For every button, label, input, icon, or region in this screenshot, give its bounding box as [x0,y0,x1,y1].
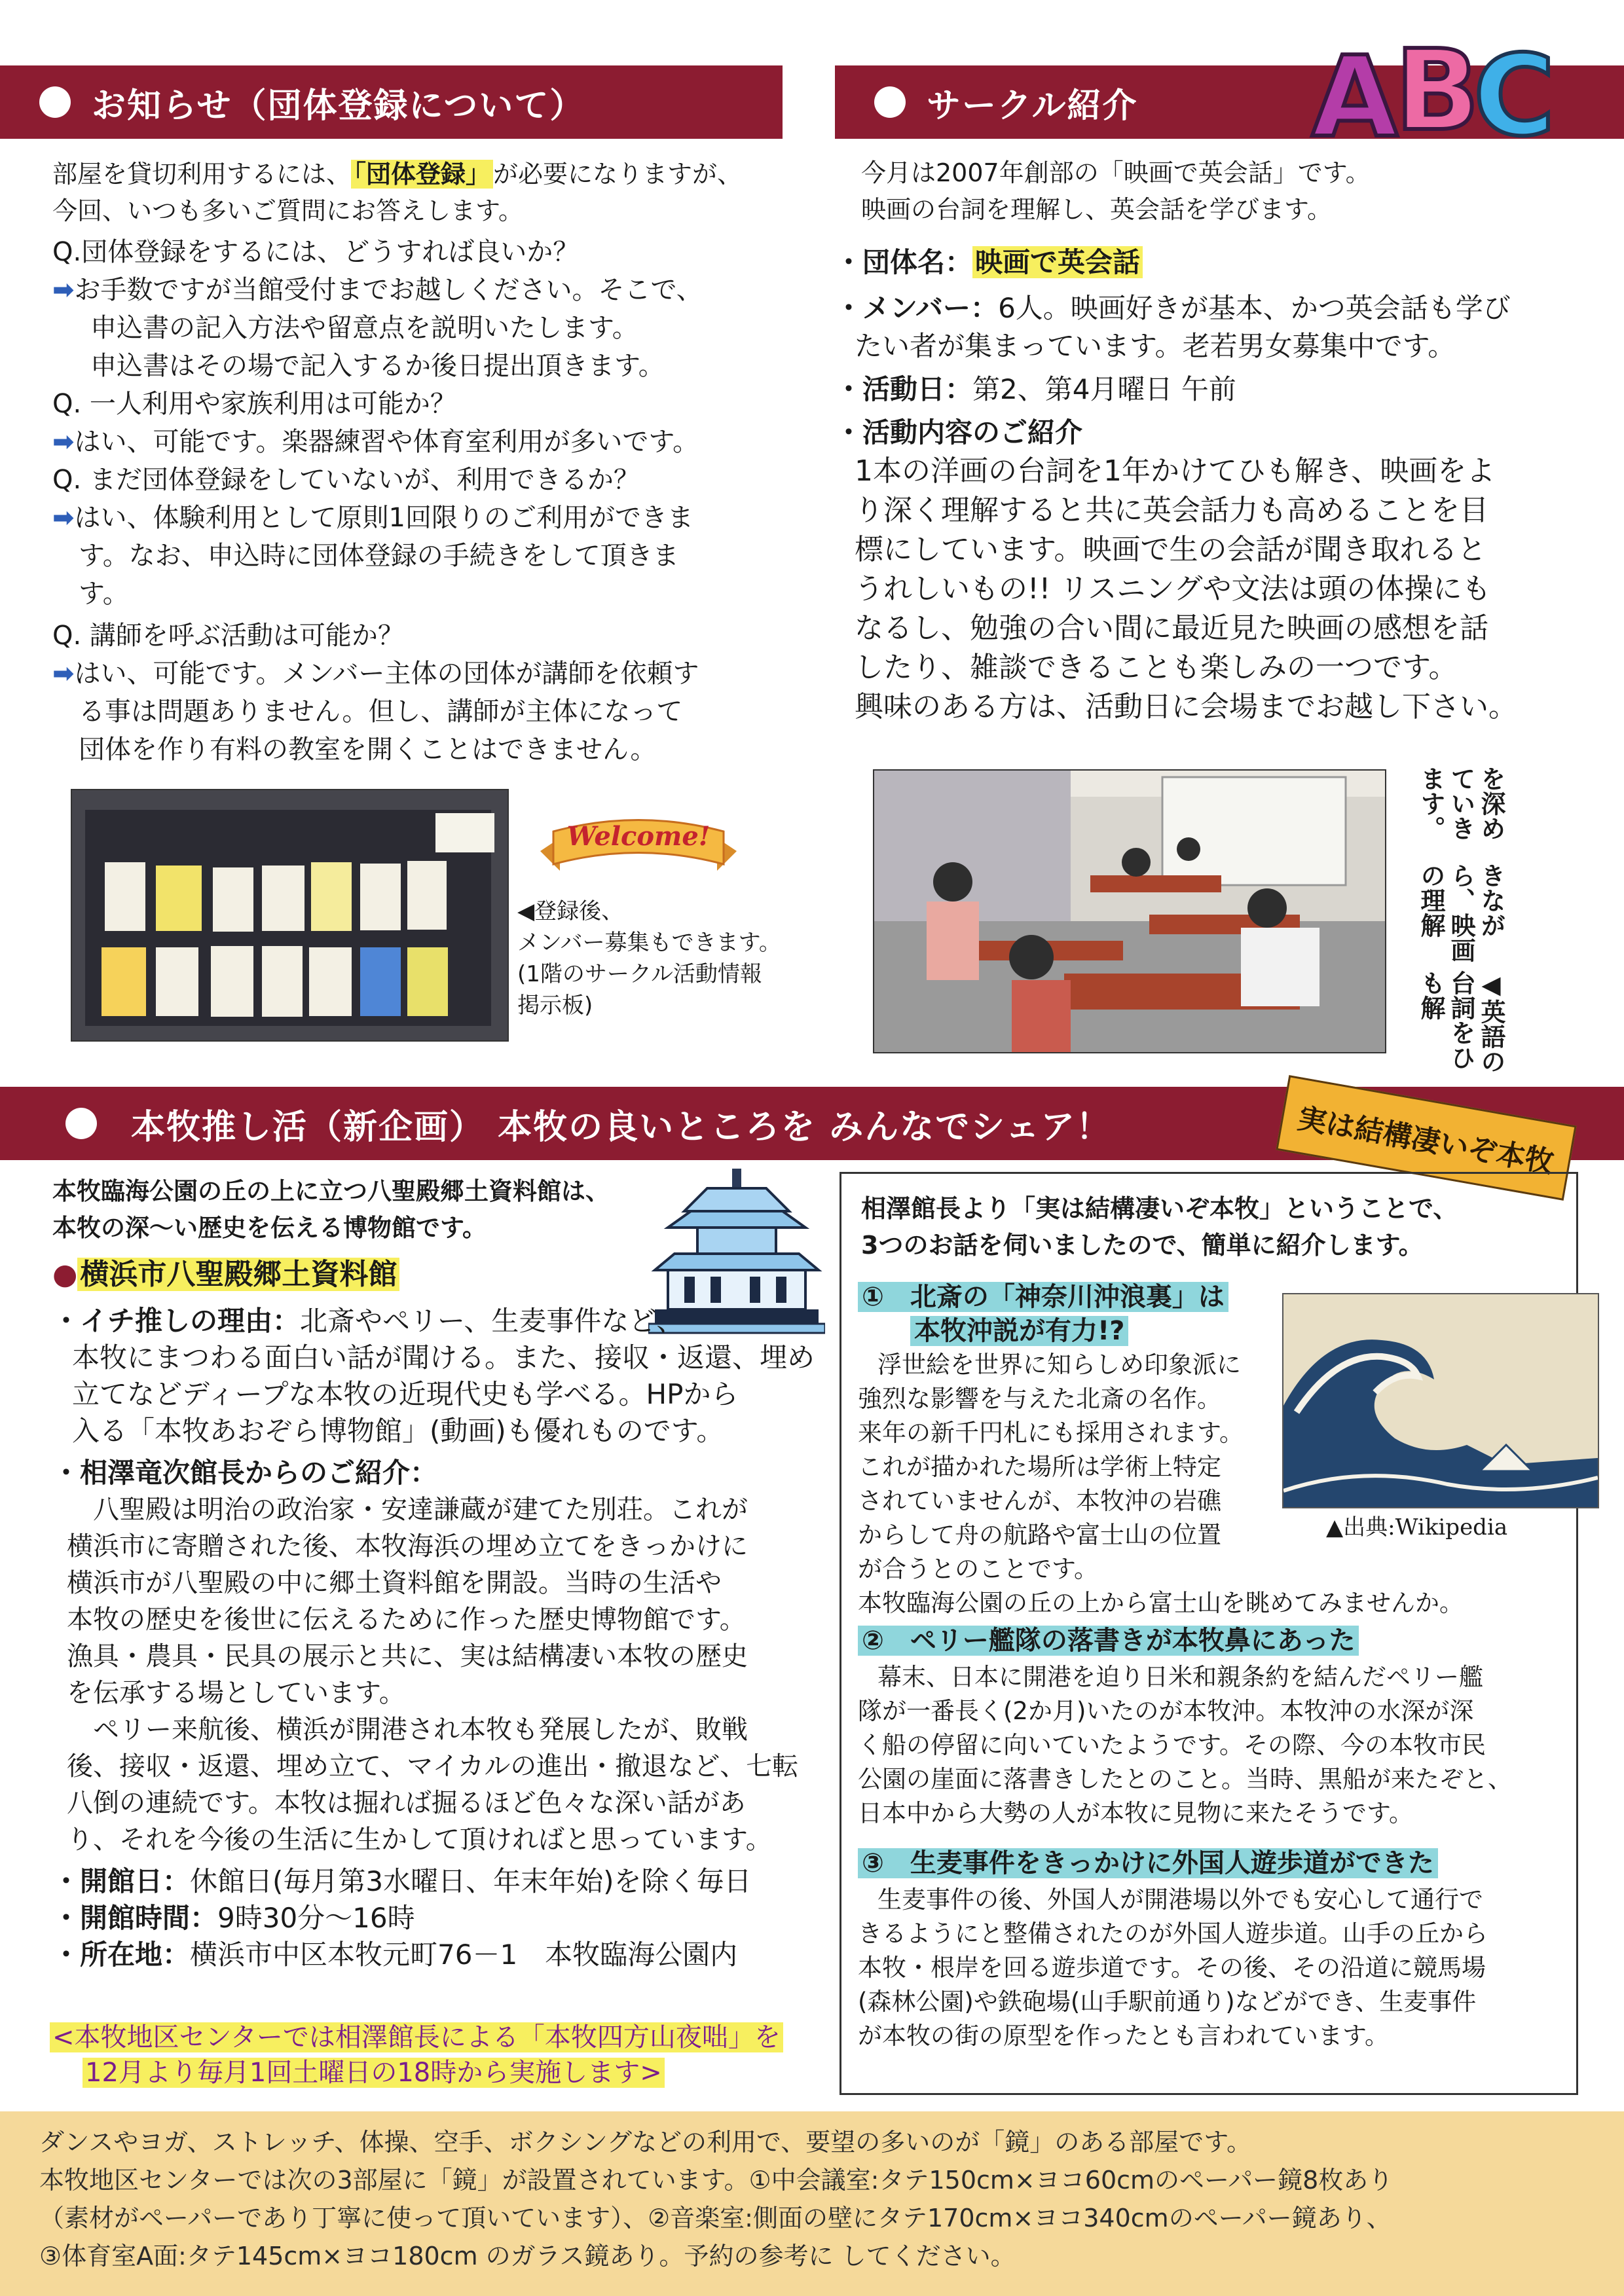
circle-content-label: ・活動内容のご紹介 [835,416,1083,448]
bulletin-board-image [72,790,507,1040]
story-2-title: ② ペリー艦隊の落書きが本牧鼻にあった [858,1626,1359,1656]
director-label: ・相澤竜次館長からのご紹介： [52,1457,438,1489]
notice-faq [52,233,786,769]
story-3: ③ 生麦事件をきっかけに外国人遊歩道ができた 生麦事件の後、外国人が開港場以外でも安心して通行で きるようにと整備されたのが外国人遊歩道。山手の丘から 本牧・根岸を回る遊歩道です。その後、その沿道に競馬場 (森林公園)や鉄砲場(山手駅前通り)などができ、生麦事件 が本牧の街の原型を作ったとも言われています。 [858,1848,1488,2050]
open-days-row: ・開館日：休館日(毎月第3水曜日、年末年始)を除く毎日 [52,1865,752,1897]
museum-name-highlight: 横浜市八聖殿郷土資料館 [77,1258,399,1291]
welcome-text: Welcome! [566,821,710,852]
bulletin-caption: ◀登録後、 メンバー募集もできます。 (1階のサークル活動情報 掲示板) [517,898,781,1019]
arrow-right-icon: ➡ [52,427,75,457]
faq-question-4: Q. 講師を呼ぶ活動は可能か？ [52,621,404,651]
great-wave-image [1283,1294,1598,1507]
classroom-image [874,771,1385,1052]
oshi-details: ・イチ推しの理由：北斎やペリー、生麦事件など、 本牧にまつわる面白い話が聞ける。また、接収・返還、埋め 立てなどディープな本牧の近現代史も学べる。HPから 入る「本牧あおぞら博物館」(動画)も優れものです。 ・相澤竜次館長からのご紹介： 八聖殿は明治の政治家・安達謙蔵が建てた別荘。これが 横浜市に寄贈された後、本牧海浜の埋め立てをきっかけに 横浜市が八聖殿の中に郷土資料館を開設。当時の生活や 本牧の歴史を後世に伝えるために作った歴史博物館です。 漁具・農具・民具の展示と共に、実は結構凄い本牧の歴史 を伝承する場としています。 ペリー来航後、横浜が開港され本牧も発展したが、敗戦 後、接収・返還、埋め立て、マイカルの進出・撤退など、七転 八倒の連続です。本牧は掘れば掘るほど色々な深い話があ り、それを今後の生活に生かして頂ければと思っています。 ・開館日：休館日(毎月第3水曜日、年末年始)を除く毎日 ・開館時間：9時30分～16時 ・所在地：横浜市中区本牧元町76－1 本牧臨海公園内 [52,1303,851,1973]
welcome-ribbon [534,812,743,884]
arrow-right-icon: ➡ [52,275,75,305]
oshi-intro: 本牧臨海公園の丘の上に立つ八聖殿郷土資料館は、 本牧の深～い歴史を伝える博物館です。 [52,1177,610,1242]
faq-question-1: Q.団体登録をするには、どうすれば良いか？ [52,237,580,267]
story-1-title: ① 北斎の「神奈川沖浪裏」は [858,1282,1228,1312]
faq-answer-2: ➡はい、可能です。楽器練習や体育室利用が多いです。 [52,427,699,457]
faq-question-2: Q. 一人利用や家族利用は可能か？ [52,389,456,419]
bullet-dot-icon: ● [52,1258,78,1291]
notice-header-band [0,65,783,139]
museum-name [52,1256,399,1294]
abc-letter-c: C [1473,31,1555,161]
faq-question-3: Q. まだ団体登録をしていないが、利用できるか？ [52,465,640,495]
bullet-dot-icon [39,86,71,118]
classroom-vertical-caption: ◀英語の台詞をひも解 きながら、映画の理解 を深めていきます。 [1416,766,1505,1074]
story-1: ① 北斎の「神奈川沖浪裏」は 本牧沖説が有力!? 浮世絵を世界に知らしめ印象派に 強烈な影響を与えた北斎の名作。 来年の新千円札にも採用されます。 これが描かれた場所は学術上特定 されていませんが、本牧沖の岩礁 からして舟の航路や富士山の位置 が合うとのことです。 本牧臨海公園の丘の上から富士山を眺めてみませんか。 [858,1282,1464,1617]
event-announcement: <本牧地区センターでは相澤館長による「本牧四方山夜咄」を 12月より毎月1回土曜日の18時から実施します> [50,2020,836,2090]
open-hours-row: ・開館時間：9時30分～16時 [52,1902,415,1934]
arrow-right-icon: ➡ [52,503,75,533]
classroom-photo [873,769,1386,1053]
oshi-badge-text: 実は結構凄いぞ本牧 [1295,1101,1557,1180]
bullet-dot-icon [65,1108,97,1139]
director-text: 八聖殿は明治の政治家・安達謙蔵が建てた別荘。これが 横浜市に寄贈された後、本牧海浜の埋め立てをきっかけに 横浜市が八聖殿の中に郷土資料館を開設。当時の生活や 本牧の歴史を後世に伝えるために作った歴史博物館です。 漁具・農具・民具の展示と共に、実は結構凄い本牧の歴史 を伝承する場としています。 ペリー来航後、横浜が開港され本牧も発展したが、敗戦 後、接収・返還、埋め立て、マイカルの進出・撤退など、七転 八倒の連続です。本牧は掘れば掘るほど色々な深い話があ り、それを今後の生活に生かして頂ければと思っています。 [67,1495,799,1855]
circle-member-row: ・メンバー：6人。映画好きが基本、かつ英会話も学び [835,292,1511,324]
wave-source-caption: ▲出典:Wikipedia [1326,1514,1508,1540]
notice-title: お知らせ（団体登録について） [92,86,585,126]
group-registration-highlight: 「団体登録」 [351,160,493,189]
circle-name-row: ・団体名：映画で英会話 [835,244,1614,282]
arrow-right-icon: ➡ [52,659,75,689]
location-row: ・所在地：横浜市中区本牧元町76－1 本牧臨海公園内 [52,1939,738,1971]
abc-letter-b: B [1395,26,1480,156]
circle-details: ・団体名：映画で英会話 ・メンバー：6人。映画好きが基本、かつ英会話も学び たい者が集まっています。老若男女募集中です。 ・活動日：第2、第4月曜日 午前 ・活動内容のご紹介 1本の洋画の台詞を1年かけてひも解き、映画をよ り深く理解すると共に英会話力も高めることを目 標にしています。映画で生の会話が聞き取れると うれしいもの!! リスニングや文法は頭の体操にも なるし、勉強の合い間に最近見た映画の感想を話 したり、雑談できることも楽しみの一つです。 興味のある方は、活動日に会場までお越し下さい。 [835,244,1614,727]
story-3-title: ③ 生麦事件をきっかけに外国人遊歩道ができた [858,1848,1438,1878]
circle-day-row: ・活動日：第2、第4月曜日 午前 [835,373,1236,405]
faq-answer-4: ➡はい、可能です。メンバー主体の団体が講師を依頼す る事は問題ありません。但し、講師が主体になって 団体を作り有料の教室を開くことはできません。 [52,659,699,765]
notice-intro: 部屋を貸切利用するには、 「団体登録」 が必要になりますが、 今回、いつも多いご質問にお答えします。 [52,160,743,225]
faq-answer-1: ➡お手数ですが当館受付までお越しください。そこで、 申込書の記入方法や留意点を説明いたします。 申込書はその場で記入するか後日提出頂きます。 [52,275,703,381]
oshi-title: 本牧推し活（新企画） 本牧の良いところを みんなでシェア！ [131,1107,1112,1147]
bullet-dot-icon [874,86,906,118]
stories-intro: 相澤館長より「実は結構凄いぞ本牧」ということで、 3つのお話を伺いましたので、簡単に紹介します。 [861,1194,1458,1260]
abc-logo [1306,26,1562,162]
story-2: ② ペリー艦隊の落書きが本牧鼻にあった 幕末、日本に開港を迫り日米和親条約を結んだペリー艦 隊が一番長く(2か月)いたのが本牧沖。本牧沖の水深が深 く船の停留に向いていたようです。その際、今の本牧市民 公園の崖面に落書きしたとのこと。当時、黒船が来たぞと、 日本中から大勢の人が本牧に見物に来たそうです。 [858,1626,1512,1827]
circle-name-highlight: 映画で英会話 [972,246,1143,278]
abc-letter-a: A [1312,33,1398,162]
bulletin-board-photo [71,789,509,1042]
faq-answer-3: ➡はい、体験利用として原則1回限りのご利用ができま す。なお、申込時に団体登録の手続きをして頂きま す。 [52,503,693,609]
circle-intro: 今月は2007年創部の「映画で英会話」です。 映画の台詞を理解し、英会話を学びます。 [861,158,1371,224]
great-wave-picture [1282,1293,1599,1508]
footer-mirror-info: ダンスやヨガ、ストレッチ、体操、空手、ボクシングなどの利用で、要望の多いのが「鏡」のある部屋です。 本牧地区センターでは次の3部屋に「鏡」が設置されています。①中会議室:タテ150cm×ヨコ60cmのペーパー鏡8枚あり （素材がペーパーであり丁寧に使って頂いています）、②音楽室:側面の壁にタテ170cm×ヨコ340cmのペーパー鏡あり、 ③体育室A面:タテ145cm×ヨコ180cm のガラス鏡あり。予約の参考に してください。 [0,2111,1624,2296]
circle-content-text: 1本の洋画の台詞を1年かけてひも解き、映画をよ り深く理解すると共に英会話力も高めることを目 標にしています。映画で生の会話が聞き取れると うれしいもの!! リスニングや文法は頭の体操にも なるし、勉強の合い間に最近見た映画の感想を話 したり、雑談できることも楽しみの一つです。 興味のある方は、活動日に会場までお越し下さい。 [855,454,1517,723]
circle-title: サークル紹介 [927,86,1138,126]
